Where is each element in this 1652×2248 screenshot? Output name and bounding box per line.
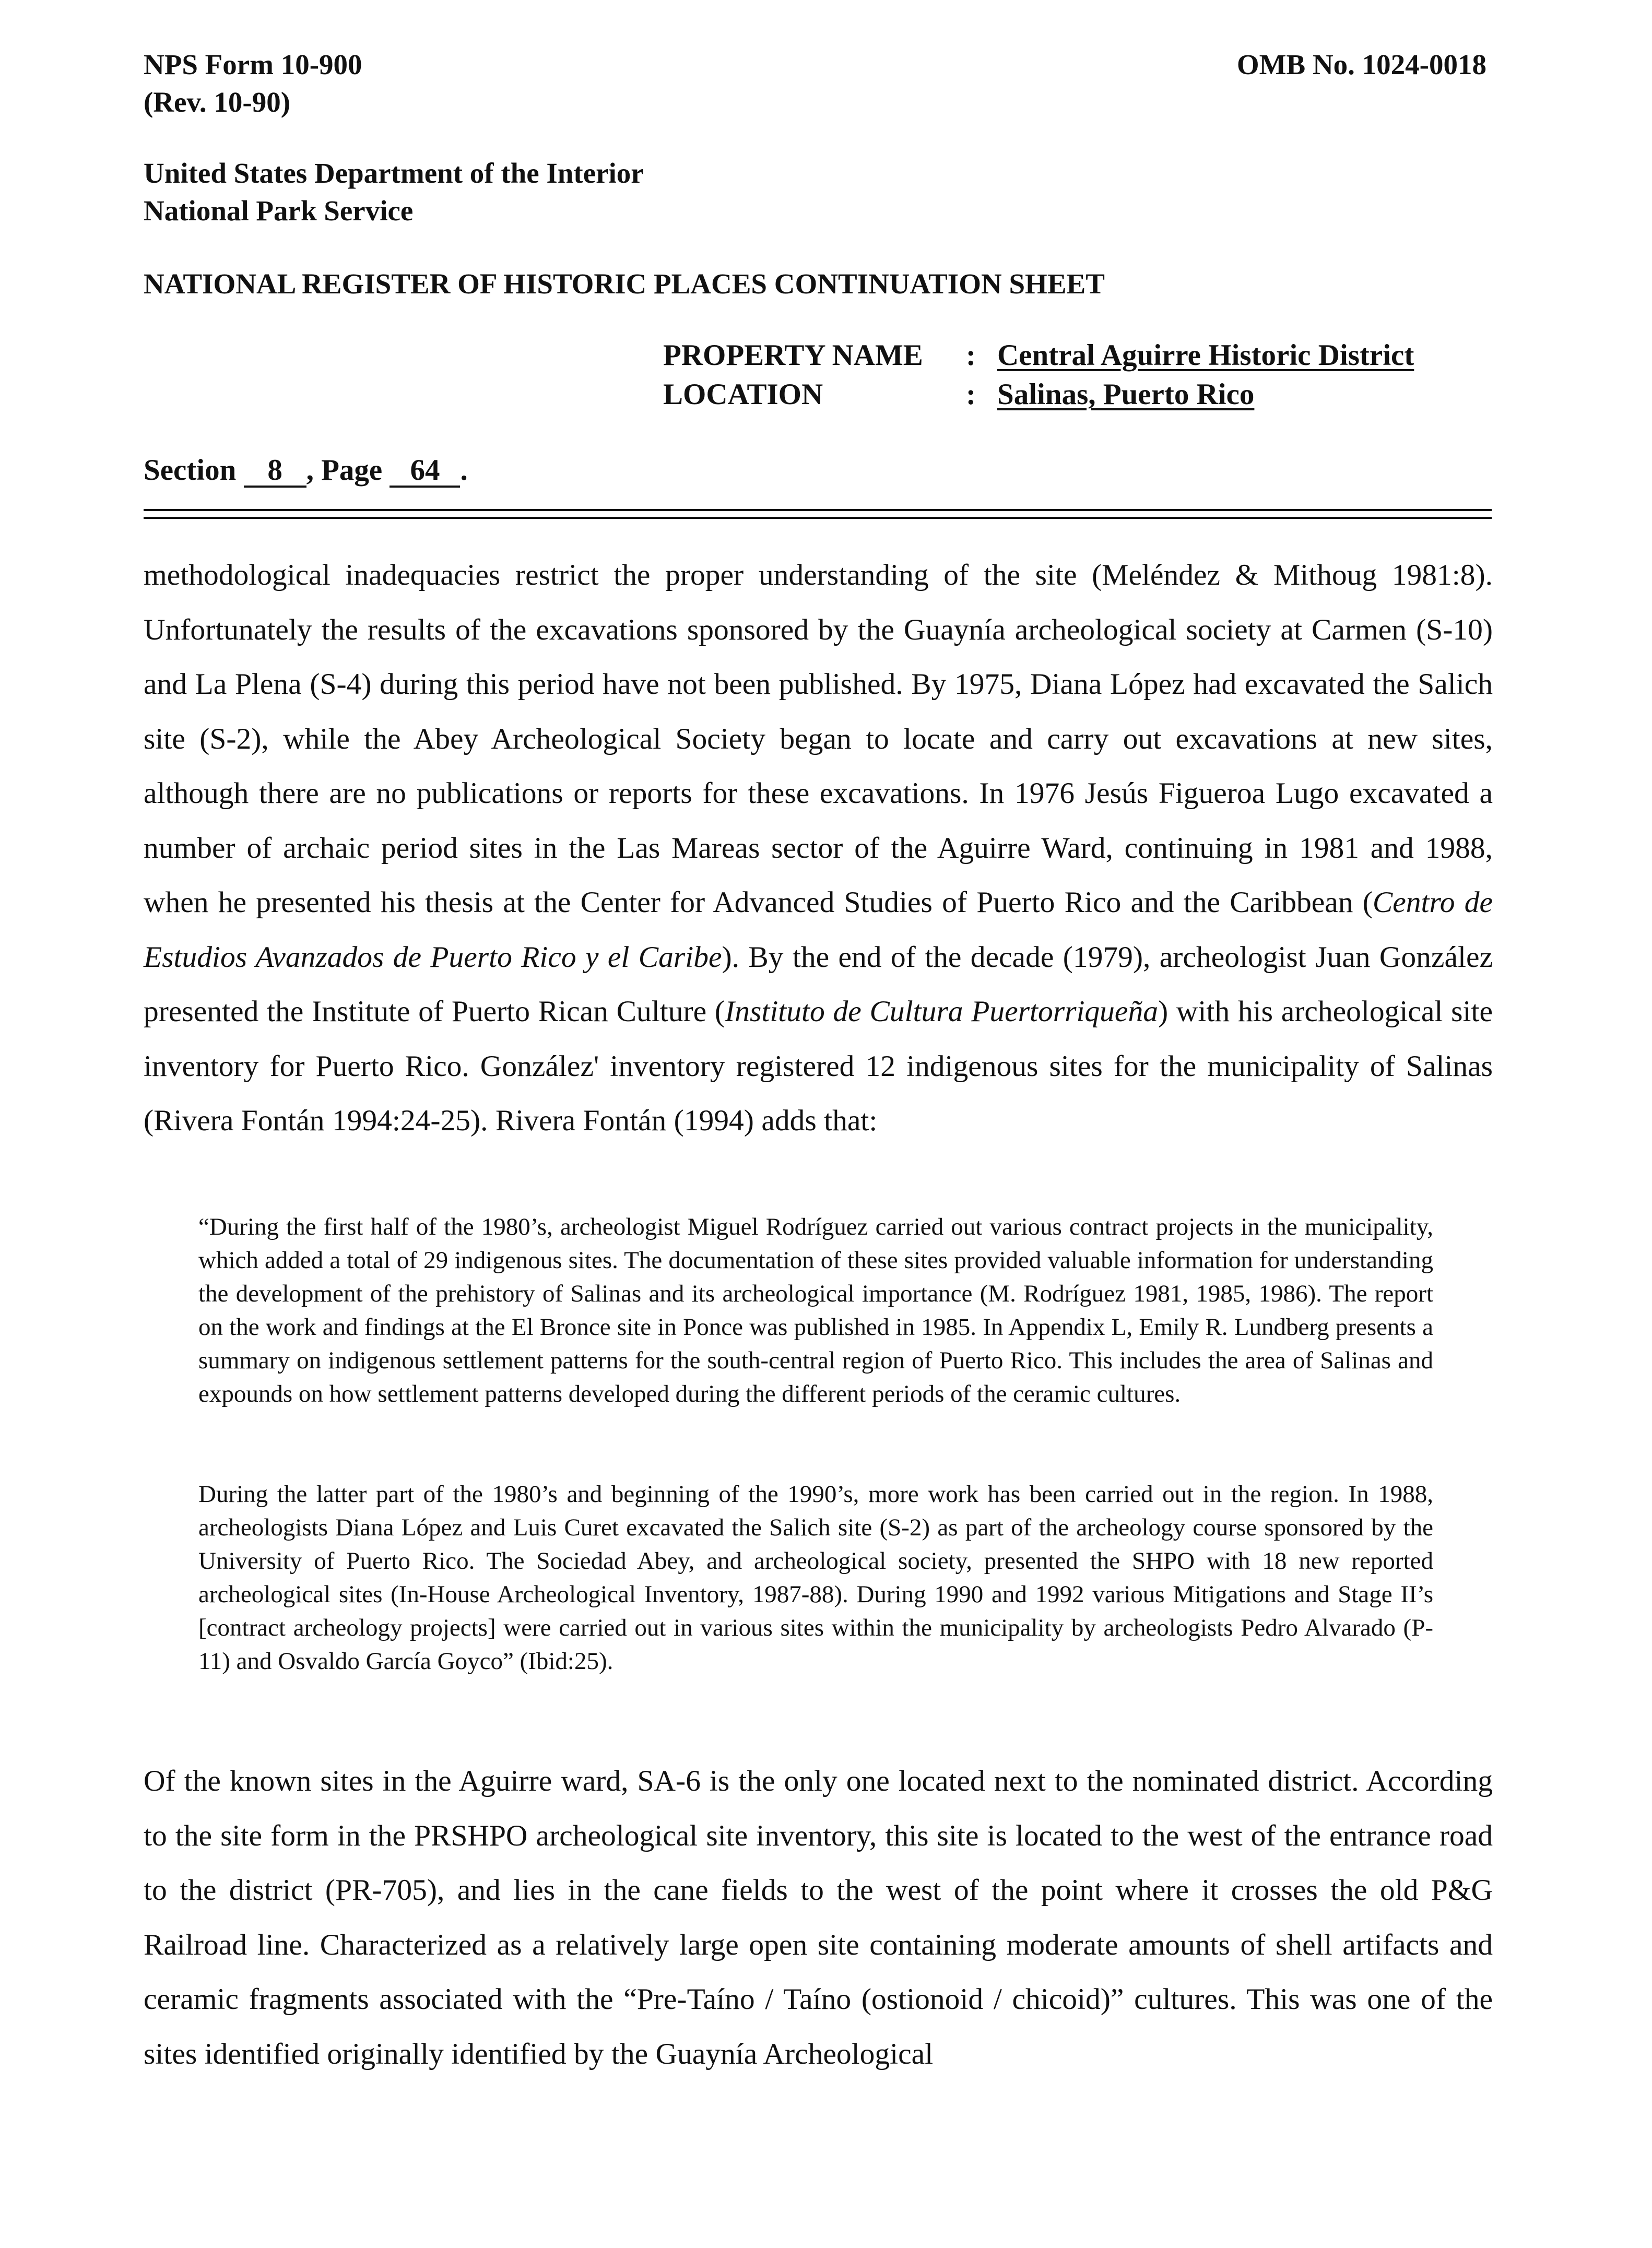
department-name: United States Department of the Interior: [144, 157, 644, 189]
paragraph-1-italic-title-a: Centro de Estudios Avanzados de Puerto Rico y el Caribe: [144, 886, 1493, 974]
paragraph-1-text-c: ) with his archeological site inventory for Puerto Rico. González' inventory registered 12 indigenous sites for the municipality of Salinas (Rivera Fontán 1994:24-25). Rivera Fontán (1994) adds that:: [144, 995, 1493, 1137]
property-name-separator: :: [966, 339, 976, 372]
section-line-trailing: .: [460, 454, 468, 487]
block-quote-paragraph-2: During the latter part of the 1980’s and beginning of the 1990’s, more work has been carried out in the region. In 1988, archeologists Diana López and Luis Curet excavated the Salich site (S-2) as part of the archeology course sponsored by the University of Puerto Rico. The Sociedad Abey, and archeological society, presented the SHPO with 18 new reported archeological sites (In-House Archeological Inventory, 1987-88). During 1990 and 1992 various Mitigations and Stage II’s [contract archeology projects] were carried out in various sites within the municipality by archeologists Pedro Alvarado (P-11) and Osvaldo García Goyco” (Ibid:25).: [198, 1481, 1433, 1675]
location-value: Salinas, Puerto Rico: [997, 378, 1255, 411]
property-name-label: PROPERTY NAME: [663, 339, 923, 372]
paragraph-1-italic-title-b: Instituto de Cultura Puertorriqueña: [725, 995, 1158, 1028]
paragraph-1-text-b: ). By the end of the decade (1979), archeologist Juan González presented the Institute of Puerto Rican Culture (: [144, 940, 1493, 1028]
form-number: NPS Form 10-900: [144, 49, 362, 80]
page-number: 64: [390, 455, 460, 488]
section-page-line: [144, 452, 468, 489]
location-separator: :: [966, 378, 976, 411]
location-label: LOCATION: [663, 378, 823, 411]
body-paragraph-2: Of the known sites in the Aguirre ward, SA-6 is the only one located next to the nominated district. According to the site form in the PRSHPO archeological site inventory, this site is located to the west of the entrance road to the district (PR-705), and lies in the cane fields to the west of the point where it crosses the old P&G Railroad line. Characterized as a relatively large open site containing moderate amounts of shell artifacts and ceramic fragments associated with the “Pre-Taíno / Taíno (ostionoid / chicoid)” cultures. This was one of the sites identified originally identified by the Guaynía Archeological: [144, 1765, 1493, 2070]
property-name-value: Central Aguirre Historic District: [997, 339, 1414, 372]
body-paragraph-1: [144, 548, 1493, 1149]
block-quote-paragraph-1: “During the first half of the 1980’s, archeologist Miguel Rodríguez carried out various contract projects in the municipality, which added a total of 29 indigenous sites. The documentation of these sites provided valuable information for understanding the development of the prehistory of Salinas and its archeological importance (M. Rodríguez 1981, 1985, 1986). The report on the work and findings at the El Bronce site in Ponce was published in 1985. In Appendix L, Emily R. Lundberg presents a summary on indigenous settlement patterns for the south-central region of Puerto Rico. This includes the area of Salinas and expounds on how settlement patterns developed during the different periods of the ceramic cultures.: [198, 1213, 1433, 1407]
header-divider-bottom: [144, 517, 1492, 519]
omb-number: OMB No. 1024-0018: [1236, 49, 1486, 80]
page-label: , Page: [306, 454, 383, 487]
section-label: Section: [144, 454, 237, 487]
form-revision: (Rev. 10-90): [144, 86, 291, 118]
header-divider-top: [144, 509, 1492, 511]
section-number: 8: [244, 455, 306, 488]
sheet-title: NATIONAL REGISTER OF HISTORIC PLACES CONTINUATION SHEET: [144, 268, 1105, 300]
paragraph-1-text-a: methodological inadequacies restrict the proper understanding of the site (Meléndez & Mithoug 1981:8). Unfortunately the results of the excavations sponsored by the Guaynía archeological society at Carmen (S-10) and La Plena (S-4) during this period have not been published. By 1975, Diana López had excavated the Salich site (S-2), while the Abey Archeological Society began to locate and carry out excavations at new sites, although there are no publications or reports for these excavations. In 1976 Jesús Figueroa Lugo excavated a number of archaic period sites in the Las Mareas sector of the Aguirre Ward, continuing in 1981 and 1988, when he presented his thesis at the Center for Advanced Studies of Puerto Rico and the Caribbean (: [144, 559, 1493, 919]
agency-name: National Park Service: [144, 195, 414, 227]
